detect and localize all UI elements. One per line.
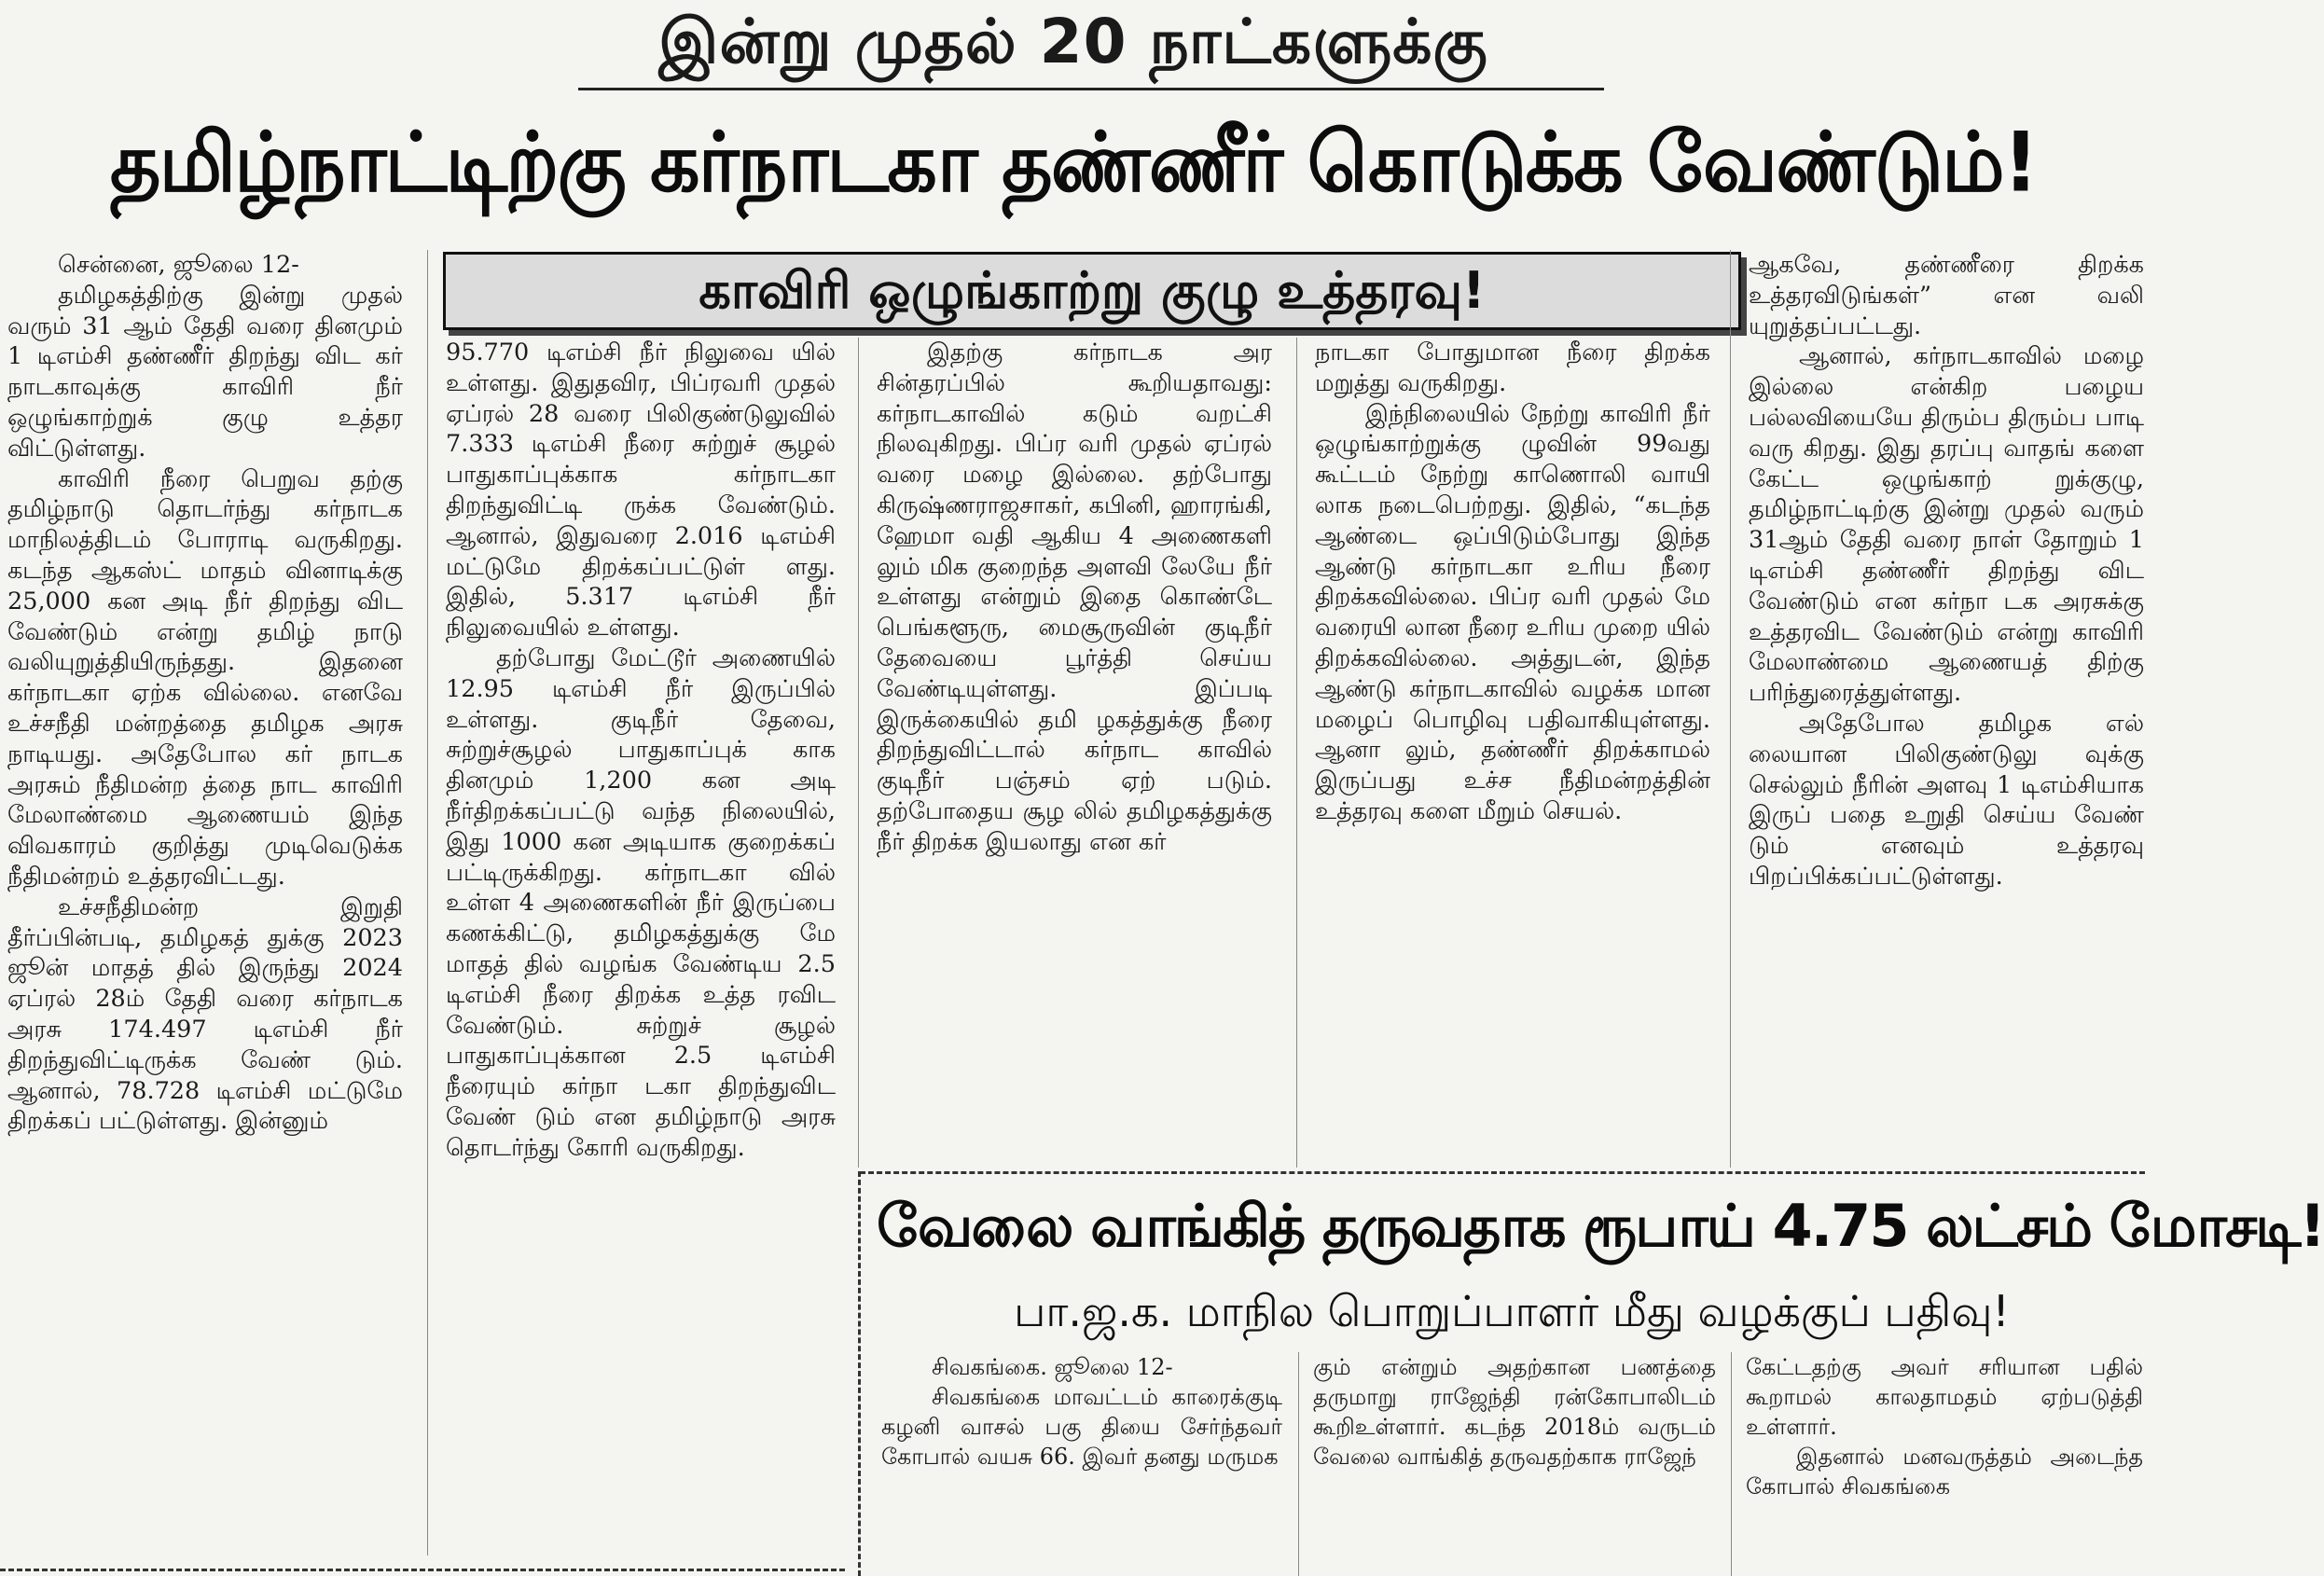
- paragraph: அதேபோல தமிழக எல் லையான பிலிகுண்டுலு வுக்கு செல்லும் நீரின் அளவு 1 டிஎம்சியாக இருப் பதை உறுதி செய்ய வேண் டும் எனவும் உத்தரவு பிறப்பிக்கப்பட்டுள்ளது.: [1749, 709, 2144, 891]
- paragraph: இந்நிலையில் நேற்று காவிரி நீர் ஒழுங்காற்றுக்கு ழுவின் 99வது கூட்டம் நேற்று காணொலி வாயி லாக நடைபெற்றது. இதில், “கடந்த ஆண்டை ஒப்பிடும்போது இந்த ஆண்டு கர்நாடகா உரிய நீரை திறக்கவில்லை. பிப்ர வரி முதல் மே வரையி லான நீரை உரிய முறை யில் திறக்கவில்லை. அத்துடன், இந்த ஆண்டு கர்நாடகாவில் வழக்க மான மழைப் பொழிவு பதிவாகியுள்ளது. ஆனா லும், தண்ணீர் திறக்காமல் இருப்பது உச்ச நீதிமன்றத்தின் உத்தரவு களை மீறும் செயல்.: [1315, 399, 1710, 825]
- kicker-rule: [578, 88, 1604, 90]
- main-story-col-3: [877, 338, 1272, 858]
- column-rule: [427, 250, 428, 1555]
- paragraph: இதற்கு கர்நாடக அர சின்தரப்பில் கூறியதாவது: கர்நாடகாவில் கடும் வறட்சி நிலவுகிறது. பிப்ர வரி முதல் ஏப்ரல் வரை மழை இல்லை. தற்போது கிருஷ்ணராஜசாகர், கபினி, ஹாரங்கி, ஹேமா வதி ஆகிய 4 அணைகளி லும் மிக குறைந்த அளவி லேயே நீர் உள்ளது என்றும் இதை கொண்டே பெங்களூரு, மைசூருவின் குடிநீர் தேவையை பூர்த்தி செய்ய வேண்டியுள்ளது. இப்படி இருக்கையில் தமி ழகத்துக்கு நீரை திறந்துவிட்டால் கர்நாட காவில் குடிநீர் பஞ்சம் ஏற் படும். தற்போதைய சூழ லில் தமிழகத்துக்கு நீர் திறக்க இயலாது என கர்: [877, 339, 1272, 856]
- paragraph: ஆகவே, தண்ணீரை திறக்க உத்தரவிடுங்கள்” என வலி யுறுத்தப்பட்டது.: [1749, 251, 2144, 340]
- paragraph: இதனால் மனவருத்தம் அடைந்த கோபால் சிவகங்கை: [1746, 1444, 2143, 1500]
- column-rule: [1731, 1352, 1732, 1576]
- subhead-box: [443, 252, 1741, 330]
- second-story-headline: வேலை வாங்கித் தருவதாக ரூபாய் 4.75 லட்சம் மோசடி!: [877, 1192, 2324, 1260]
- paragraph: உச்சநீதிமன்ற இறுதி தீர்ப்பின்படி, தமிழகத் துக்கு 2023 ஜூன் மாதத் தில் இருந்து 2024 ஏப்ரல் 28ம் தேதி வரை கர்நாடக அரசு 174.497 டிஎம்சி நீர் திறந்துவிட்டிருக்க வேண் டும். ஆனால், 78.728 டிஎம்சி மட்டுமே திறக்கப் பட்டுள்ளது. இன்னும்: [7, 892, 403, 1136]
- subhead-box-text: காவிரி ஒழுங்காற்று குழு உத்தரவு!: [699, 261, 1486, 320]
- second-story-kicker: பா.ஜ.க. மாநில பொறுப்பாளர் மீது வழக்குப் பதிவு!: [1014, 1286, 2010, 1336]
- column-rule: [1730, 250, 1731, 1168]
- paragraph: 95.770 டிஎம்சி நீர் நிலுவை யில் உள்ளது. இதுதவிர, பிப்ரவரி முதல் ஏப்ரல் 28 வரை பிலிகுண்டுலுவில் 7.333 டிஎம்சி நீரை சுற்றுச் சூழல் பாதுகாப்புக்காக கர்நாடகா திறந்துவிட்டி ருக்க வேண்டும். ஆனால், இதுவரை 2.016 டிஎம்சி மட்டுமே திறக்கப்பட்டுள் ளது. இதில், 5.317 டிஎம்சி நீர் நிலுவையில் உள்ளது.: [446, 339, 836, 643]
- dateline: சென்னை, ஜூலை 12-: [58, 251, 299, 279]
- second-story-col-1: [881, 1352, 1282, 1472]
- column-rule: [1296, 338, 1297, 1168]
- story-divider: [858, 1171, 861, 1576]
- page-bottom-divider: [0, 1569, 845, 1571]
- dateline: சிவகங்கை. ஜூலை 12-: [932, 1354, 1173, 1380]
- paragraph: நாடகா போதுமான நீரை திறக்க மறுத்து வருகிறது.: [1315, 339, 1710, 397]
- paragraph: காவிரி நீரை பெறுவ தற்கு தமிழ்நாடு தொடர்ந்து கர்நாடக மாநிலத்திடம் போராடி வருகிறது. கடந்த ஆகஸ்ட் மாதம் வினாடிக்கு 25,000 கன அடி நீர் திறந்து விட வேண்டும் என்று தமிழ் நாடு வலியுறுத்தியிருந்தது. இதனை கர்நாடகா ஏற்க வில்லை. எனவே உச்சநீதி மன்றத்தை தமிழக அரசு நாடியது. அதேபோல கர் நாடக அரசும் நீதிமன்ற த்தை நாட காவிரி மேலாண்மை ஆணையம் இந்த விவகாரம் குறித்து முடிவெடுக்க நீதிமன்றம் உத்தரவிட்டது.: [7, 464, 403, 891]
- paragraph: கேட்டதற்கு அவர் சரியான பதில் கூறாமல் காலதாமதம் ஏற்படுத்தி உள்ளார்.: [1746, 1354, 2143, 1440]
- paragraph: கும் என்றும் அதற்கான பணத்தை தருமாறு ராஜேந்தி ரன்கோபாலிடம் கூறிஉள்ளார். கடந்த 2018ம் வருடம் வேலை வாங்கித் தருவதற்காக ராஜேந்: [1313, 1354, 1716, 1470]
- main-story-col-5: [1749, 250, 2144, 892]
- column-rule: [1298, 1352, 1299, 1576]
- paragraph: தற்போது மேட்டூர் அணையில் 12.95 டிஎம்சி நீர் இருப்பில் உள்ளது. குடிநீர் தேவை, சுற்றுச்சூழல் பாதுகாப்புக் காக தினமும் 1,200 கன அடி நீர்திறக்கப்பட்டு வந்த நிலையில், இது 1000 கன அடியாக குறைக்கப் பட்டிருக்கிறது. கர்நாடகா வில் உள்ள 4 அணைகளின் நீர் இருப்பை கணக்கிட்டு, தமிழகத்துக்கு மே மாதத் தில் வழங்க வேண்டிய 2.5 டிஎம்சி நீரை திறக்க உத்த ரவிட வேண்டும். சுற்றுச் சூழல் பாதுகாப்புக்கான 2.5 டிஎம்சி நீரையும் கர்நா டகா திறந்துவிட வேண் டும் என தமிழ்நாடு அரசு தொடர்ந்து கோரி வருகிறது.: [446, 643, 836, 1162]
- paragraph: சிவகங்கை மாவட்டம் காரைக்குடி கழனி வாசல் பகு தியை சேர்ந்தவர் கோபால் வயசு 66. இவர் தனது மருமக: [881, 1384, 1282, 1470]
- main-story-col-1: [7, 250, 403, 1137]
- kicker: இன்று முதல் 20 நாட்களுக்கு: [658, 6, 1488, 77]
- main-headline: தமிழ்நாட்டிற்கு கர்நாடகா தண்ணீர் கொடுக்க வேண்டும்!: [109, 114, 2038, 211]
- second-story-col-3: [1746, 1352, 2143, 1501]
- paragraph: ஆனால், கர்நாடகாவில் மழை இல்லை என்கிற பழைய பல்லவியையே திரும்ப திரும்ப பாடி வரு கிறது. இது தரப்பு வாதங் களை கேட்ட ஒழுங்காற் றுக்குழு, தமிழ்நாட்டிற்கு இன்று முதல் வரும் 31ஆம் தேதி வரை நாள் தோறும் 1 டிஎம்சி தண்ணீர் திறந்து விட வேண்டும் என கர்நா டக அரசுக்கு உத்தரவிட வேண்டும் என்று காவிரி மேலாண்மை ஆணையத் திற்கு பரிந்துரைத்துள்ளது.: [1749, 342, 2144, 708]
- paragraph: தமிழகத்திற்கு இன்று முதல் வரும் 31 ஆம் தேதி வரை தினமும் 1 டிஎம்சி தண்ணீர் திறந்து விட கர் நாடகாவுக்கு காவிரி நீர் ஒழுங்காற்றுக் குழு உத்தர விட்டுள்ளது.: [7, 281, 403, 463]
- main-story-col-2: [446, 338, 836, 1164]
- second-story-col-2: [1313, 1352, 1716, 1472]
- main-story-col-4: [1315, 338, 1710, 827]
- story-divider: [860, 1171, 2145, 1174]
- column-rule: [858, 338, 859, 1168]
